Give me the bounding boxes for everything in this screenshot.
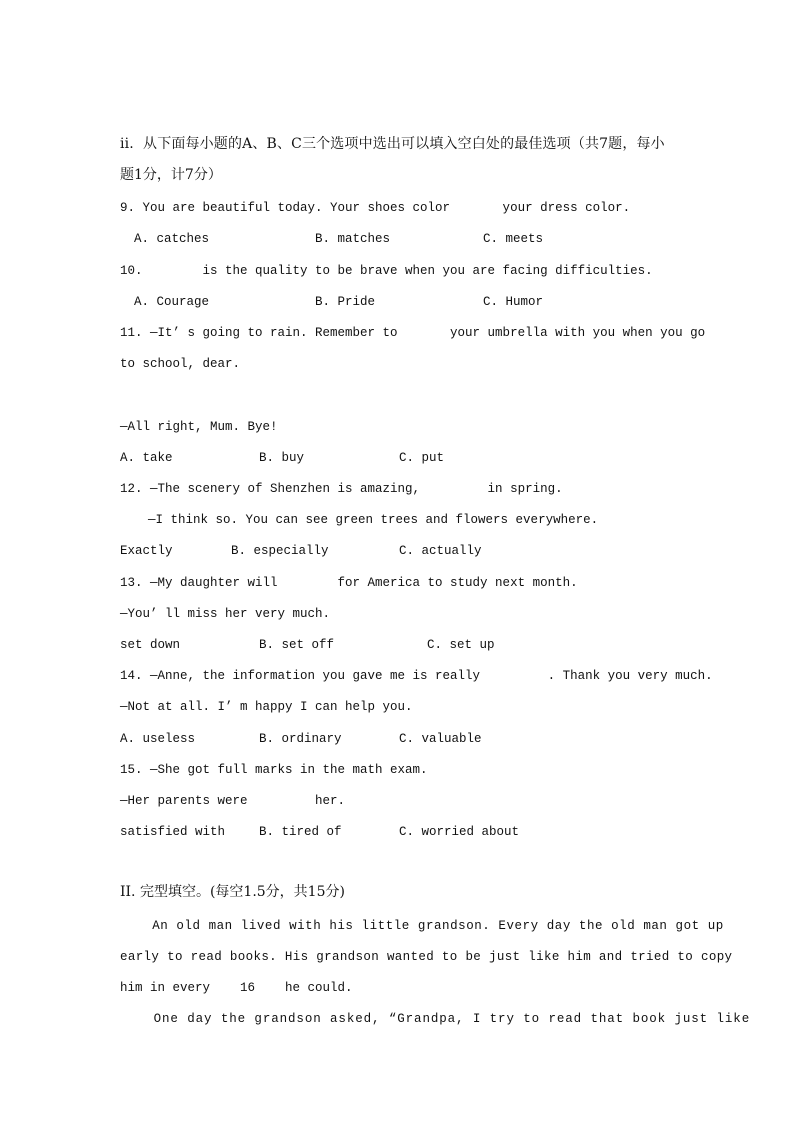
question-14-option-c: C. valuable <box>399 732 482 746</box>
question-11-option-a: A. take <box>120 451 173 465</box>
question-14-stem: 14. —Anne, the information you gave me is really . Thank you very much. <box>120 669 713 683</box>
question-12-option-a: Exactly <box>120 544 173 558</box>
question-11-option-b: B. buy <box>259 451 305 465</box>
section-ii-heading: II. 完型填空。(每空1.5分，共15分) <box>120 884 345 900</box>
question-15-option-c: C. worried about <box>399 825 520 839</box>
question-9-option-c: C. meets <box>483 232 544 246</box>
question-9-option-b: B. matches <box>315 232 391 246</box>
passage-line-3: him in every 16 he could. <box>120 981 353 995</box>
question-10-option-c: C. Humor <box>483 295 544 309</box>
question-11-stem-line1: 11. —It’ s going to rain. Remember to your umbrella with you when you go <box>120 326 706 340</box>
passage-line-1: An old man lived with his little grandson. Every day the old man got up <box>120 919 724 933</box>
section-i-heading-line1: ii. 从下面每小题的A、B、C三个选项中选出可以填入空白处的最佳选项（共7题，每小 <box>120 136 665 152</box>
question-13-option-c: C. set up <box>427 638 495 652</box>
question-12-option-b: B. especially <box>231 544 329 558</box>
question-11-stem-line2: to school, dear. <box>120 357 241 371</box>
question-11-option-c: C. put <box>399 451 445 465</box>
question-10-option-a: A. Courage <box>134 295 210 309</box>
question-9-option-a: A. catches <box>134 232 210 246</box>
section-i-heading-line2: 题1分，计7分） <box>120 167 222 183</box>
question-14-option-b: B. ordinary <box>259 732 342 746</box>
passage-line-4: One day the grandson asked, “Grandpa, I try to read that book just like <box>120 1012 751 1026</box>
passage-line-2: early to read books. His grandson wanted to be just like him and tried to copy <box>120 950 733 964</box>
question-12-stem: 12. —The scenery of Shenzhen is amazing, in spring. <box>120 482 563 496</box>
question-9-stem: 9. You are beautiful today. Your shoes color your dress color. <box>120 201 631 215</box>
question-13-option-b: B. set off <box>259 638 335 652</box>
question-13-reply: —You’ ll miss her very much. <box>120 607 331 621</box>
question-15-stem: 15. —She got full marks in the math exam. <box>120 763 428 777</box>
question-12-reply: —I think so. You can see green trees and flowers everywhere. <box>148 513 599 527</box>
question-13-stem: 13. —My daughter will for America to study next month. <box>120 576 578 590</box>
question-13-option-a: set down <box>120 638 181 652</box>
question-12-option-c: C. actually <box>399 544 482 558</box>
question-14-option-a: A. useless <box>120 732 196 746</box>
question-15-option-b: B. tired of <box>259 825 342 839</box>
question-15-option-a: satisfied with <box>120 825 226 839</box>
question-14-reply: —Not at all. I’ m happy I can help you. <box>120 700 413 714</box>
question-11-reply: —All right, Mum. Bye! <box>120 420 278 434</box>
question-10-stem: 10. is the quality to be brave when you are facing difficulties. <box>120 264 653 278</box>
question-15-reply: —Her parents were her. <box>120 794 346 808</box>
question-10-option-b: B. Pride <box>315 295 376 309</box>
